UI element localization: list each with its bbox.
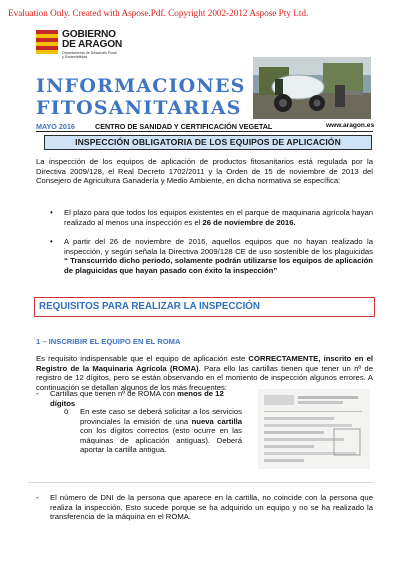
dash-item-dni-mismatch: El número de DNI de la persona que aparece en la cartilla, no coincide con la persona que realiza la inspección. Esto sucede porque se ha adquirido un equipo y no se ha realizado la transferencia de la máquina en el ROMA. (50, 493, 373, 522)
sub-item-new-cartilla: En este caso se deberá solicitar a los servicios provinciales la emisión de una nueva cartilla con los dígitos correctos (esto ocurre en las máquinas de aplicación antiguas). Deberá aportar la cartilla antigua. (80, 407, 243, 455)
dash-marker: - (36, 493, 39, 502)
logo-name: GOBIERNO DE ARAGON (62, 29, 123, 50)
dash-marker: - (36, 389, 39, 398)
evaluation-watermark: Evaluation Only. Created with Aspose.Pdf. Copyright 2002-2012 Aspose Pty Ltd. (8, 8, 309, 18)
light-divider (28, 482, 373, 483)
bullet-item-deadline: El plazo para que todos los equipos existentes en el parque de maquinaria agrícola hayan realizado al menos una inspección es el 26 de noviembre de 2016. (64, 208, 373, 227)
bullet-marker: • (50, 208, 53, 217)
logo-department: Departamento de Desarrollo Rural y Sostenibilidad (62, 51, 117, 60)
bullet-marker: • (50, 237, 53, 246)
cartilla-scan-image (258, 389, 370, 469)
intro-paragraph: La inspección de los equipos de aplicación de productos fitosanitarios está regulada por la Directiva 2009/128, el Real Decreto 1702/2011 y la Orden de 15 de noviembre de 2013 del Consejero de Agricultura Ganadería y Medio Ambiente, en dicha normativa se específica: (36, 157, 373, 186)
roma-paragraph: Es requisito indispensable que el equipo de aplicación este CORRECTAMENTE, inscrito en el Registro de la Maquinaria Agrícola (ROMA). Para ello las cartillas tienen que tener un nº de registro de 12 dígitos, pero se están observando en el momento de inspección algunos errores. A continuación se detallan algunos de los más frecuentes: (36, 354, 373, 392)
title-line-1: INFORMACIONES (36, 75, 246, 97)
center-name: CENTRO DE SANIDAD Y CERTIFICACIÓN VEGETAL (95, 122, 273, 131)
banner-title: INSPECCIÓN OBLIGATORIA DE LOS EQUIPOS DE APLICACIÓN (44, 135, 372, 150)
sprayer-photo (253, 57, 371, 119)
website-link[interactable]: www.aragon.es (326, 122, 375, 129)
bullet-item-after-deadline: A partir del 26 de noviembre de 2016, aquellos equipos que no hayan realizado la inspección, y según señala la Directiva 2009/128 CE de uso sostenible de los plaguicidas “ Transcurrido dicho periodo, solamente podrán utilizarse los equipos de aplicación de plaguicidas que hayan pasado con éxito la inspección” (64, 237, 373, 275)
title-line-2: FITOSANITARIAS (36, 97, 242, 119)
dash-item-short-roma: Cartillas que tienen nº de ROMA con menos de 12 dígitos (50, 389, 224, 408)
sub-bullet-marker: o (64, 407, 69, 416)
header-divider (36, 131, 373, 132)
aragon-coat-of-arms-icon (36, 30, 58, 54)
subheading-roma: 1 – INSCRIBIR EL EQUIPO EN EL ROMA (36, 337, 181, 346)
issue-date: MAYO 2016 (36, 122, 75, 131)
section-requirements-title: REQUISITOS PARA REALIZAR LA INSPECCIÓN (34, 297, 375, 317)
